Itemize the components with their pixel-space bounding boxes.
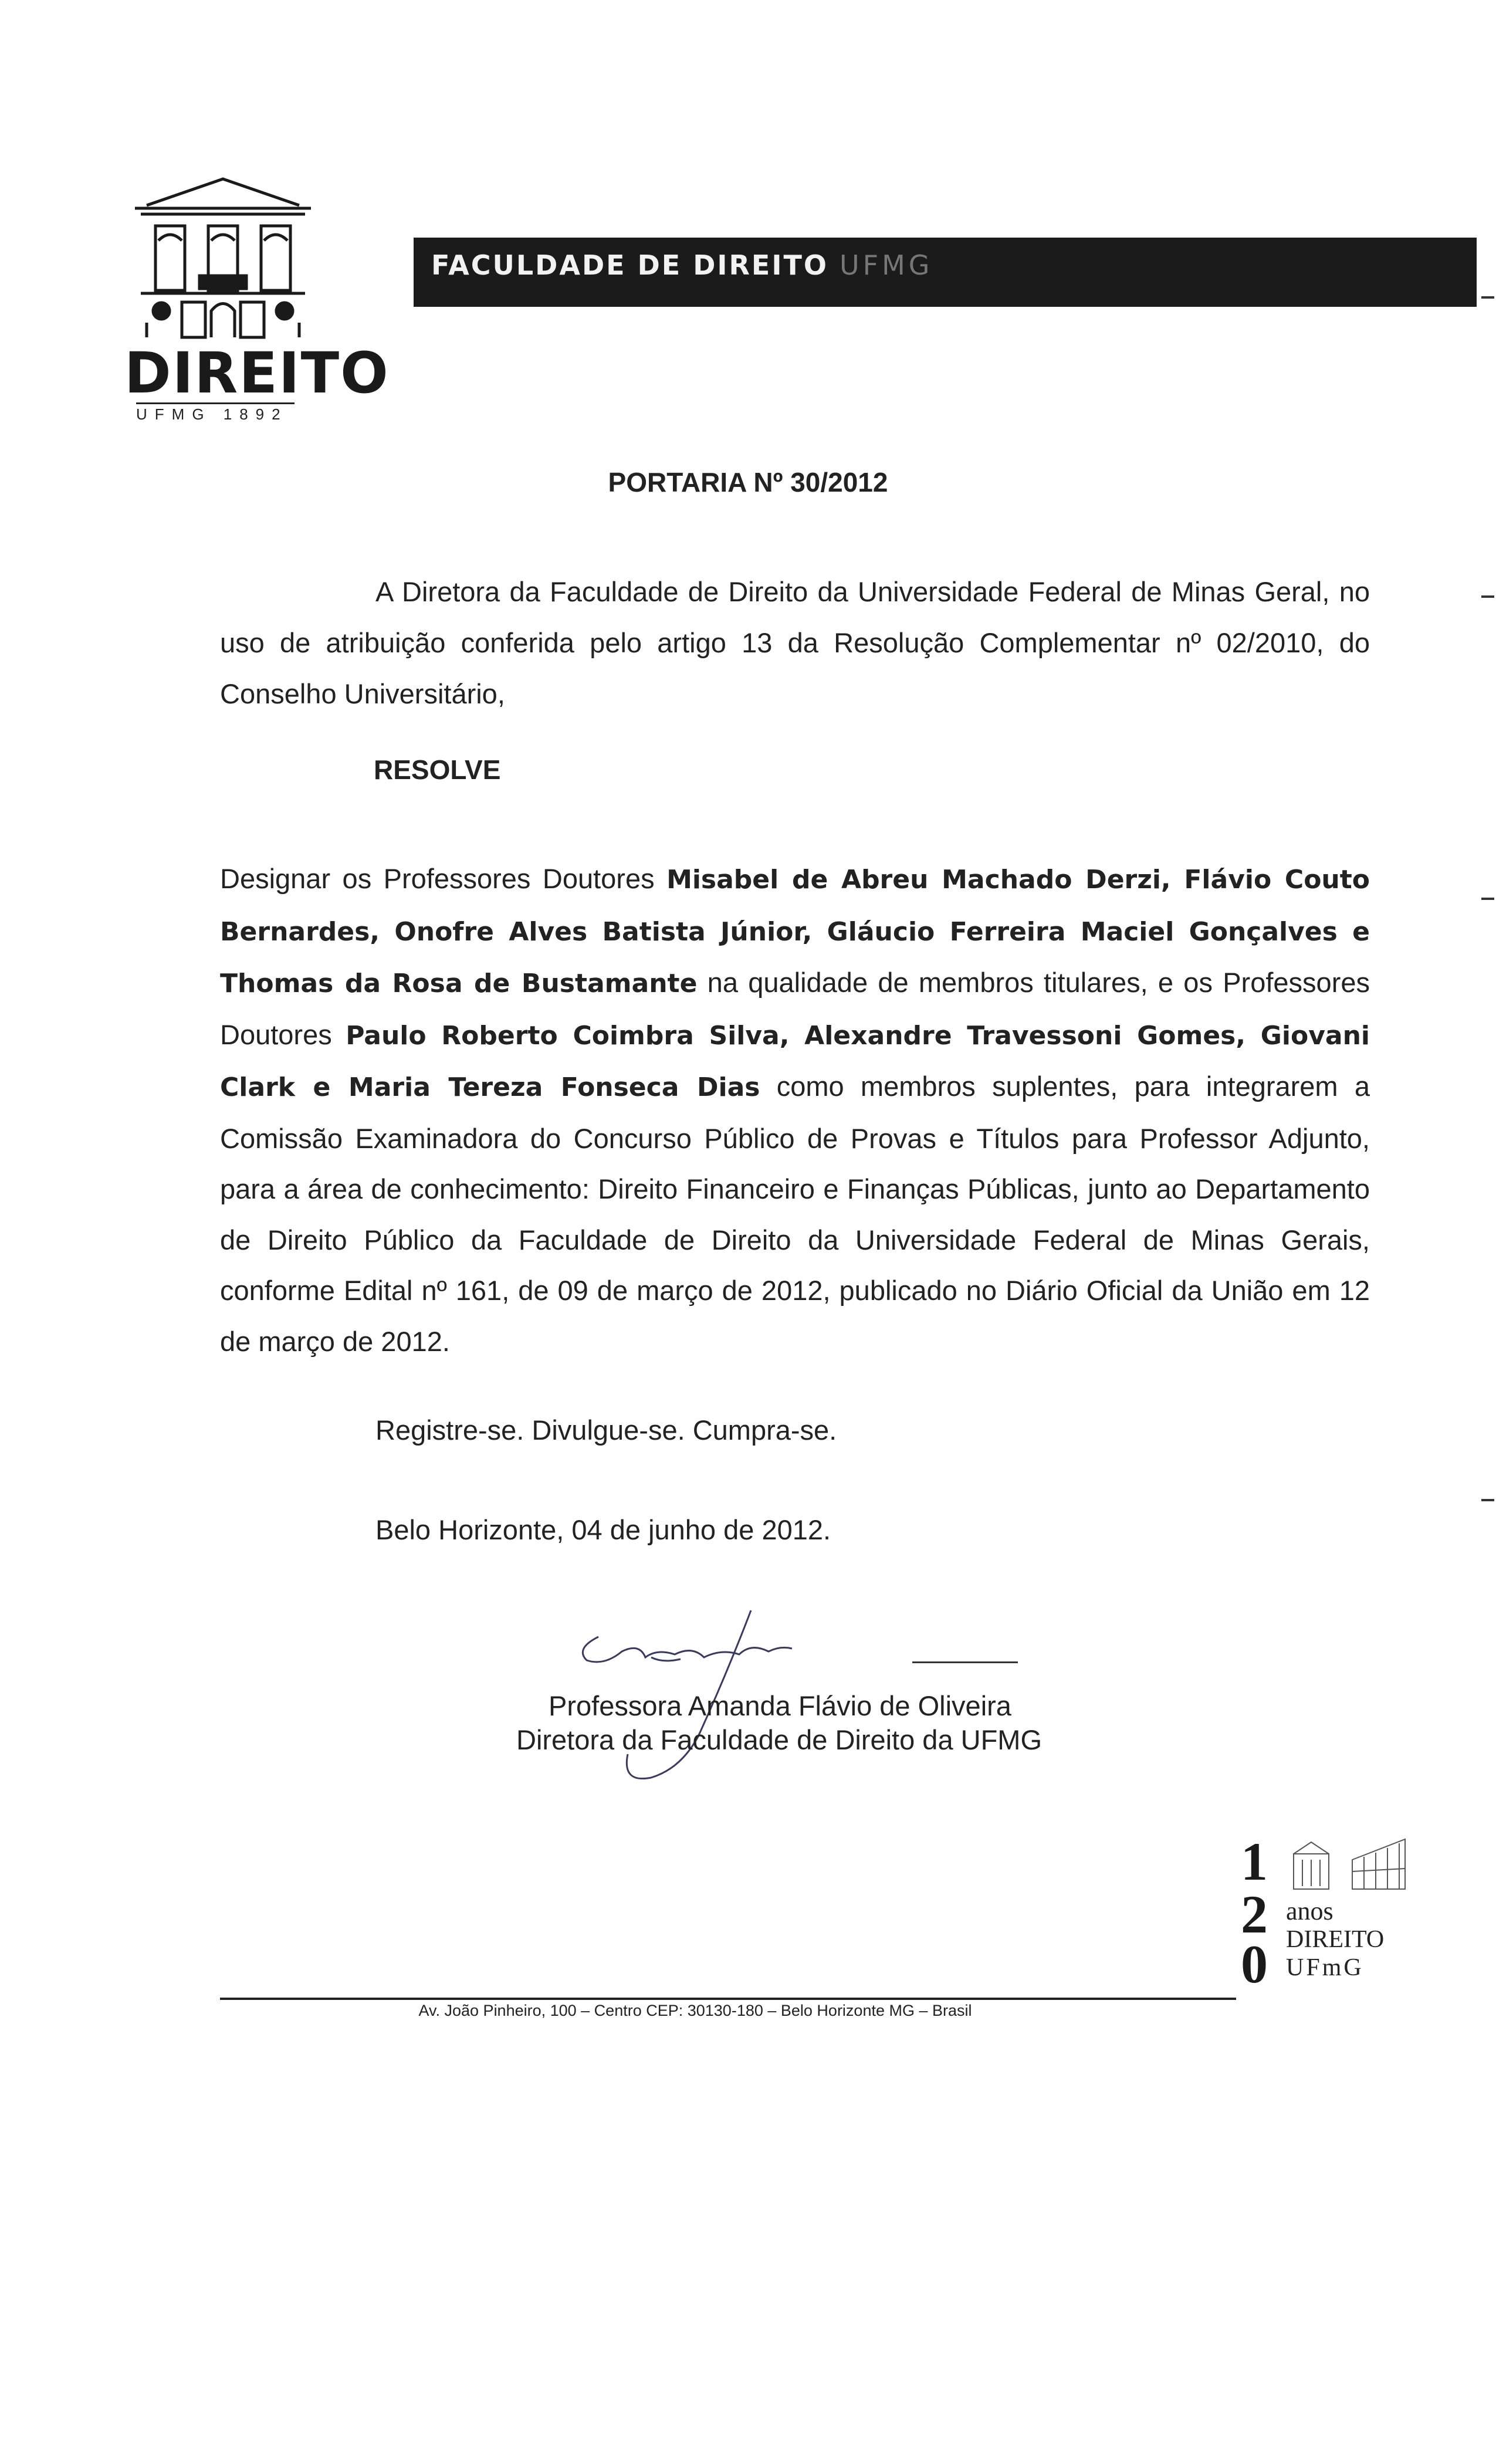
designation-paragraph — [220, 854, 1370, 1367]
resolve-heading: RESOLVE — [374, 754, 501, 785]
logo-wordmark: DIREITO — [124, 340, 390, 406]
place-and-date: Belo Horizonte, 04 de junho de 2012. — [375, 1514, 831, 1545]
footer-address: Av. João Pinheiro, 100 – Centro CEP: 30130-180 – Belo Horizonte MG – Brasil — [418, 2002, 972, 2019]
seal-anos: anos — [1286, 1897, 1333, 1925]
margin-tick — [1481, 296, 1494, 299]
document-title: PORTARIA Nº 30/2012 — [608, 467, 888, 497]
margin-tick — [1481, 898, 1494, 900]
seal-digit-1: 1 — [1241, 1832, 1268, 1891]
body-text-2: na qualidade de membros titulares, e os Professores Doutores — [220, 967, 1370, 1050]
header-title — [431, 249, 933, 281]
intro-paragraph: A Diretora da Faculdade de Direito da Universidade Federal de Minas Geral, no uso de atribuição conferida pelo artigo 13 da Resolução Complementar nº 02/2010, do Conselho Universitário, — [220, 576, 1370, 709]
seal-ufmg: UFmG — [1286, 1954, 1364, 1981]
substitute-members: Paulo Roberto Coimbra Silva, Alexandre Travessoni Gomes, Giovani Clark e Maria Tereza Fonseca Dias — [220, 1020, 1370, 1102]
footer-rule — [220, 1998, 1236, 2000]
seal-digit-3: 0 — [1241, 1934, 1268, 1994]
header-title-main: FACULDADE DE DIREITO — [431, 249, 828, 281]
body-text-1: Designar os Professores Doutores — [220, 863, 667, 894]
seal-direito: DIREITO — [1286, 1926, 1385, 1953]
signer-name: Professora Amanda Flávio de Oliveira — [549, 1690, 1011, 1721]
seal-digit-2: 2 — [1241, 1884, 1268, 1944]
closing-formula: Registre-se. Divulgue-se. Cumpra-se. — [375, 1414, 837, 1446]
margin-tick — [1481, 595, 1494, 598]
header-title-suffix: UFMG — [839, 249, 933, 281]
margin-tick — [1481, 1499, 1494, 1501]
signature-dash — [912, 1661, 1018, 1663]
body-text-3: como membros suplentes, para integrarem a Comissão Examinadora do Concurso Público de Provas e Títulos para Professor Adjunto, para a área de conhecimento: Direito Financeiro e Finanças Públicas, junto ao Departamento de Direito Público da Faculdade de Direito da Universidade Federal de Minas Gerais, conforme Edital nº 161, de 09 de março de 2012, publicado no Diário Oficial da União em 12 de março de 2012. — [220, 1071, 1370, 1357]
seal-building-icon — [1288, 1836, 1411, 1895]
signer-role: Diretora da Faculdade de Direito da UFMG — [516, 1724, 1043, 1755]
logo-subtitle: UFMG 1892 — [136, 402, 295, 424]
titular-members: Misabel de Abreu Machado Derzi, Flávio Couto Bernardes, Onofre Alves Batista Júnior, Gláucio Ferreira Maciel Gonçalves e Thomas da Rosa de Bustamante — [220, 865, 1370, 999]
